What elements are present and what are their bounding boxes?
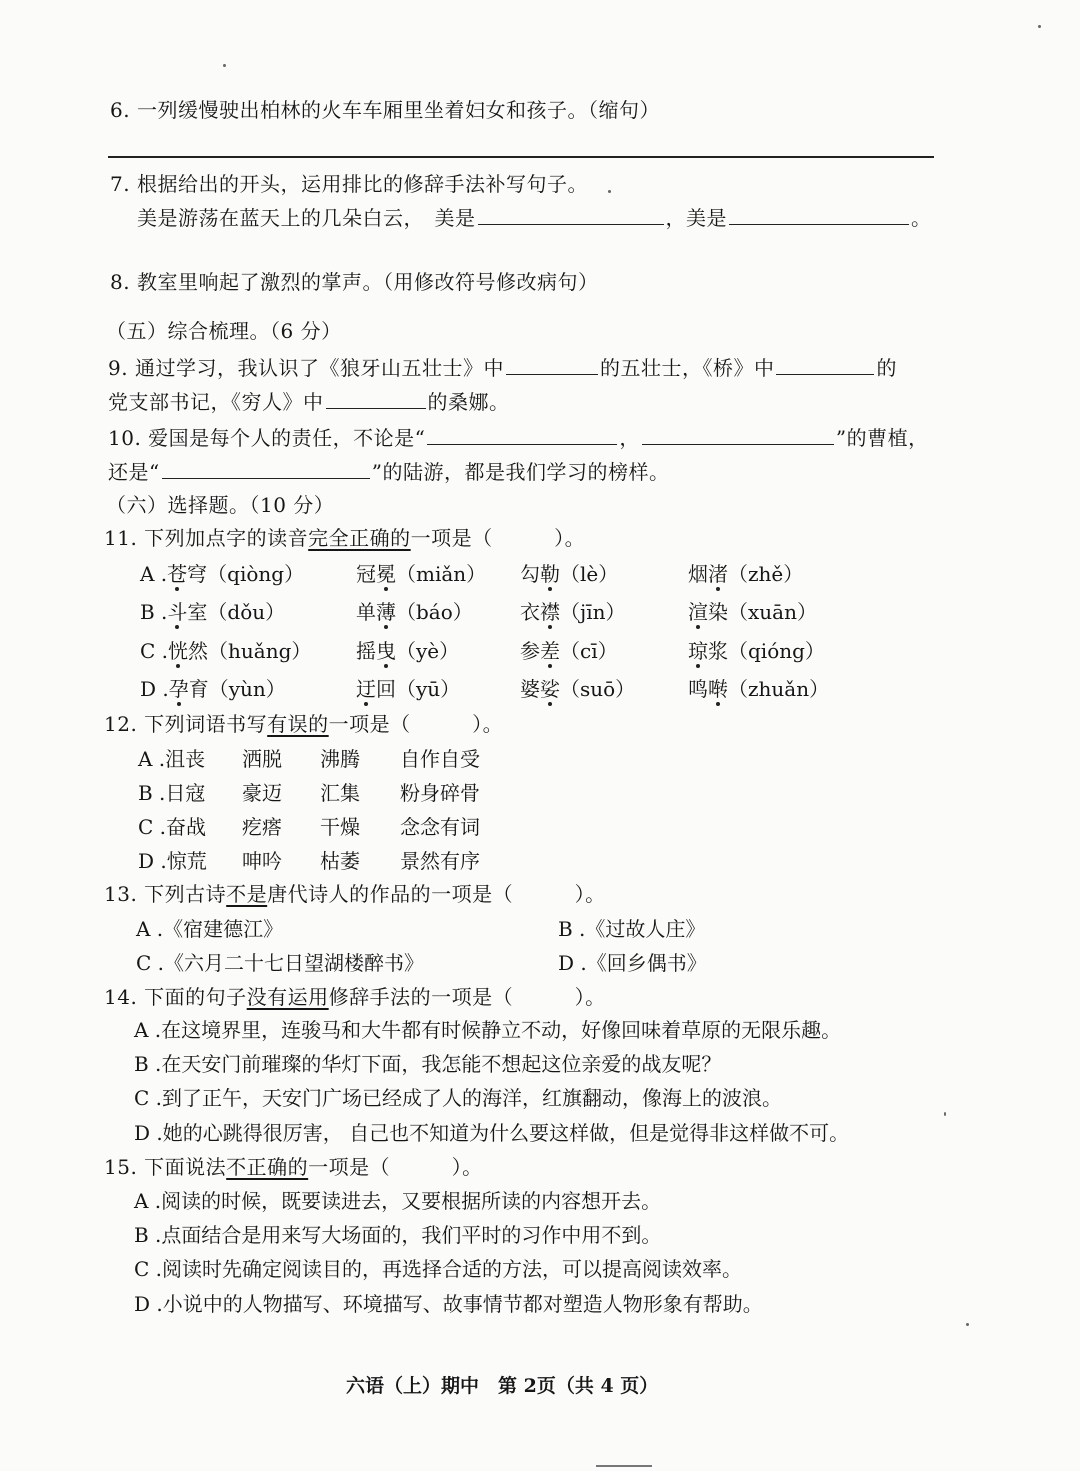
scan-mark [596, 1465, 652, 1467]
dotted-char: 孕 [168, 677, 189, 701]
char: 穹 [187, 562, 208, 586]
q9-text-a: 9. 通过学习，我认识了《狼牙山五壮士》中 [108, 356, 504, 380]
dotted-char: 襟 [540, 600, 560, 624]
q13-option-d[interactable]: D .《回乡偶书》 [558, 951, 707, 975]
q12-option-a[interactable]: A .沮丧 [138, 747, 206, 771]
q11-post: 一项是（ ）。 [410, 526, 586, 550]
dotted-char: 琼 [688, 639, 708, 663]
scan-speck [944, 1112, 946, 1116]
q12-pre: 12. 下列词语书写 [104, 712, 268, 736]
answer-line-q6 [108, 156, 934, 158]
q11-pre: 11. 下列加点字的读音 [104, 526, 309, 550]
q15-post: 一项是（ ）。 [308, 1155, 483, 1179]
char: 单 [356, 600, 376, 624]
section-5-title: （五）综合梳理。（6 分） [106, 319, 342, 343]
q12-a-word4: 自作自受 [400, 747, 480, 771]
dotted-char: 苍 [167, 562, 188, 586]
char: 染 [708, 600, 728, 624]
q11-b-item3 [520, 598, 625, 626]
dotted-char: 迂 [356, 677, 376, 701]
q11-a-item2 [356, 560, 486, 588]
q10-text-d: 还是“ [108, 460, 160, 484]
scan-speck [966, 1323, 969, 1326]
q10-text-e: ”的陆游，都是我们学习的榜样。 [371, 460, 670, 484]
pinyin: （dǒu） [207, 600, 286, 624]
question-7: 7. 根据给出的开头，运用排比的修辞手法补写句子。 [110, 172, 588, 196]
q11-b-item2 [356, 598, 473, 626]
q11-d-item3 [520, 675, 635, 703]
pinyin: （yè） [396, 639, 460, 663]
q9-text-b: 的五壮士，《桥》中 [599, 356, 775, 380]
pinyin: （suō） [560, 677, 636, 701]
q11-c-item2 [356, 637, 459, 665]
scan-speck [1038, 25, 1041, 28]
q12-b-word3: 汇集 [320, 781, 360, 805]
question-7-line [137, 202, 932, 232]
q12-c-word4: 念念有词 [400, 815, 480, 839]
q11-b-item4 [688, 598, 817, 626]
option-letter: A . [140, 562, 168, 586]
char: 摇 [356, 639, 376, 663]
dotted-char: 斗 [167, 600, 188, 624]
q11-option-c[interactable] [140, 637, 311, 665]
q9-text-e: 的桑娜。 [427, 390, 510, 414]
dotted-char: 渲 [688, 600, 708, 624]
char: 参 [520, 639, 540, 663]
q15-option-b[interactable]: B .点面结合是用来写大场面的，我们平时的习作中用不到。 [134, 1223, 662, 1247]
q14-option-a[interactable]: A .在这境界里，连骏马和大牛都有时候静立不动，好像回味着草原的无限乐趣。 [134, 1018, 842, 1042]
pinyin: （qióng） [728, 639, 825, 663]
answer-blank[interactable] [729, 202, 909, 225]
q12-a-word2: 洒脱 [242, 747, 282, 771]
pinyin: （báo） [396, 600, 473, 624]
q15-option-c[interactable]: C .阅读时先确定阅读目的，再选择合适的方法，可以提高阅读效率。 [134, 1257, 743, 1281]
q15-option-d[interactable]: D .小说中的人物描写、环境描写、故事情节都对塑造人物形象有帮助。 [134, 1292, 763, 1316]
q11-a-item3 [520, 560, 618, 588]
section-6-title: （六）选择题。（10 分） [106, 493, 335, 517]
scan-speck [223, 64, 226, 67]
q7-end: 。 [911, 206, 932, 230]
pinyin: （xuān） [728, 600, 817, 624]
scan-speck [608, 190, 611, 193]
char: 勾 [520, 562, 540, 586]
q13-post: 唐代诗人的作品的一项是（ ）。 [267, 882, 606, 906]
q10-text-b: ， [619, 426, 640, 450]
char: 冠 [356, 562, 376, 586]
question-9-line2 [108, 386, 510, 416]
char: 婆 [520, 677, 540, 701]
dotted-char: 勒 [540, 562, 560, 586]
pinyin: （jīn） [560, 600, 626, 624]
char: 育 [188, 677, 209, 701]
q9-text-c: 的 [876, 356, 897, 380]
question-8: 8. 教室里响起了激烈的掌声。（用修改符号修改病句） [110, 270, 599, 294]
q11-c-item3 [520, 637, 618, 665]
question-14 [104, 983, 606, 1011]
dotted-char: 恍 [168, 639, 189, 663]
q11-d-item4 [688, 675, 829, 703]
dotted-char: 差 [540, 639, 560, 663]
answer-blank[interactable] [326, 386, 426, 409]
pinyin: （zhě） [728, 562, 804, 586]
q11-d-item2 [356, 675, 460, 703]
dotted-char: 娑 [540, 677, 560, 701]
question-10-line2 [108, 456, 669, 486]
question-13 [104, 880, 606, 908]
q10-text-a: 10. 爱国是每个人的责任，不论是“ [108, 426, 426, 450]
q11-c-item4 [688, 637, 825, 665]
pinyin: （miǎn） [396, 562, 487, 586]
char: 衣 [520, 600, 540, 624]
q15-underlined: 不正确的 [226, 1155, 309, 1179]
q12-d-word3: 枯萎 [320, 849, 360, 873]
pinyin: （qiòng） [207, 562, 305, 586]
char: 浆 [708, 639, 728, 663]
q11-option-b[interactable] [140, 598, 285, 626]
pinyin: （lè） [560, 562, 619, 586]
q11-a-item4 [688, 560, 803, 588]
pinyin: （zhuǎn） [728, 677, 830, 701]
question-9-line1 [108, 352, 897, 382]
pinyin: （huǎng） [208, 639, 312, 663]
q14-option-c[interactable]: C .到了正午，天安门广场已经成了人的海洋，红旗翻动，像海上的波浪。 [134, 1086, 783, 1110]
option-letter: B . [140, 600, 168, 624]
question-11 [104, 524, 585, 552]
q14-post: 修辞手法的一项是（ ）。 [328, 985, 606, 1009]
option-letter: C . [140, 639, 169, 663]
char: 然 [188, 639, 209, 663]
question-6: 6. 一列缓慢驶出柏林的火车车厢里坐着妇女和孩子。（缩句） [110, 98, 660, 122]
option-letter: D . [140, 677, 169, 701]
q13-option-b[interactable]: B .《过故人庄》 [558, 917, 706, 941]
q12-post: 一项是（ ）。 [328, 712, 504, 736]
q12-underlined: 有误的 [267, 712, 329, 736]
answer-blank[interactable] [642, 422, 834, 445]
q10-text-c: ”的曹植， [835, 426, 929, 450]
dotted-char: 啭 [708, 677, 728, 701]
q13-option-a[interactable]: A .《宿建德江》 [136, 917, 284, 941]
dotted-char: 渚 [708, 562, 728, 586]
answer-blank[interactable] [506, 352, 598, 375]
dotted-char: 冕 [376, 562, 396, 586]
q7-given-start: 美是游荡在蓝天上的几朵白云， [137, 206, 414, 230]
q7-label-c: ，美是 [665, 206, 727, 230]
q12-d-word2: 呻吟 [242, 849, 282, 873]
answer-blank[interactable] [478, 202, 664, 225]
q14-option-b[interactable]: B .在天安门前璀璨的华灯下面，我怎能不想起这位亲爱的战友呢？ [134, 1052, 722, 1076]
char: 室 [187, 600, 208, 624]
q14-option-d[interactable]: D .她的心跳得很厉害， 自己也不知道为什么要这样做，但是觉得非这样做不可。 [134, 1121, 850, 1145]
question-15 [104, 1153, 483, 1181]
q12-a-word3: 沸腾 [320, 747, 360, 771]
q11-underlined: 完全正确的 [308, 526, 411, 550]
pinyin: （yū） [396, 677, 461, 701]
q11-option-a[interactable] [140, 560, 304, 588]
question-10-line1 [108, 422, 929, 452]
page-footer: 六语（上）期中 第 2页（共 4 页） [346, 1375, 659, 1397]
q12-d-word4: 景然有序 [400, 849, 480, 873]
char: 鸣 [688, 677, 708, 701]
q14-pre: 14. 下面的句子 [104, 985, 247, 1009]
q12-option-c[interactable]: C .奋战 [138, 815, 207, 839]
q14-underlined: 没有运用 [246, 985, 329, 1009]
pinyin: （yùn） [208, 677, 286, 701]
q13-option-c[interactable]: C .《六月二十七日望湖楼醉书》 [136, 951, 425, 975]
answer-blank[interactable] [776, 352, 874, 375]
answer-blank[interactable] [427, 422, 617, 445]
q15-option-a[interactable]: A .阅读的时候，既要读进去，又要根据所读的内容想开去。 [134, 1189, 662, 1213]
char: 回 [376, 677, 396, 701]
q12-b-word2: 豪迈 [242, 781, 282, 805]
q11-option-d[interactable] [140, 675, 286, 703]
q12-option-b[interactable]: B .日寇 [138, 781, 206, 805]
pinyin: （cī） [560, 639, 618, 663]
q12-b-word4: 粉身碎骨 [400, 781, 480, 805]
question-12 [104, 710, 503, 738]
q9-text-d: 党支部书记，《穷人》中 [108, 390, 324, 414]
q15-pre: 15. 下面说法 [104, 1155, 227, 1179]
q12-option-d[interactable]: D .惊荒 [138, 849, 207, 873]
dotted-char: 曳 [376, 639, 396, 663]
q13-pre: 13. 下列古诗 [104, 882, 227, 906]
dotted-char: 薄 [376, 600, 396, 624]
q12-c-word3: 干燥 [320, 815, 360, 839]
q7-label-b: 美是 [434, 206, 476, 230]
q13-underlined: 不是 [226, 882, 268, 906]
char: 烟 [688, 562, 708, 586]
answer-blank[interactable] [162, 456, 370, 479]
q12-c-word2: 疙瘩 [242, 815, 282, 839]
